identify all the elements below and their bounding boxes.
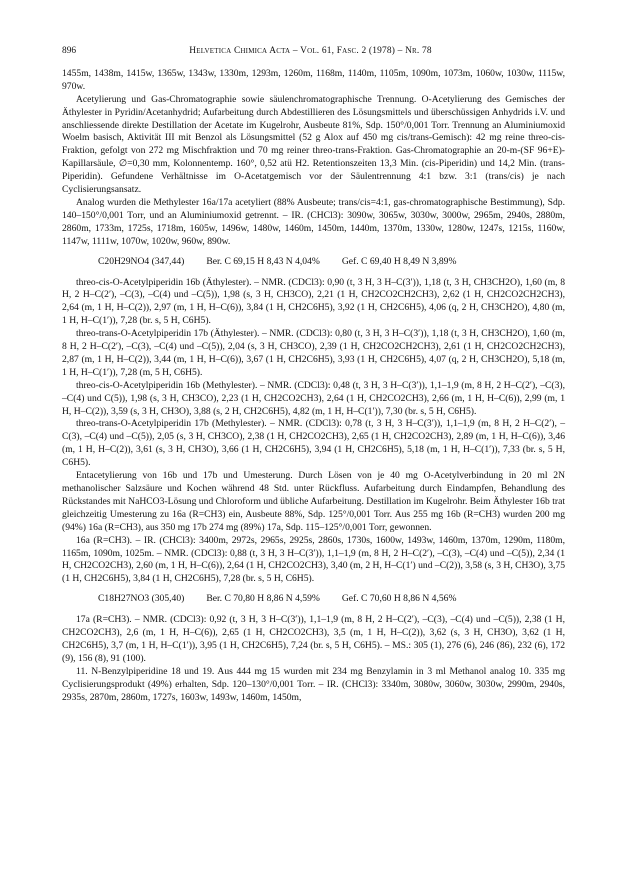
page-number: 896	[62, 46, 77, 56]
paragraph: Entacetylierung von 16b und 17b und Umesterung. Durch Lösen von je 40 mg O-Acetylverbindung in 20 ml 2N methanolischer Salzsäure und Kochen während 48 Std. unter Rückfluss. Aufarbeitung durch Eindampfen, Behandlung des Rückstandes mit NaHCO3-Lösung und Chloroform und übliche Aufarbeitung. Destillation im Kugelrohr. Beim Äthylester 16b trat gleichzeitig Umesterung zu 16a (R=CH3) ein, Ausbeute 88%, Sdp. 125°/0,001 Torr. Aus 255 mg 16b (R=CH3) wurden 200 mg (94%) 16a (R=CH3), aus 350 mg 17b 274 mg (89%) 17a, Sdp. 115–125°/0,001 Torr, gewonnen.	[62, 470, 565, 533]
paragraph: 17a (R=CH3). – NMR. (CDCl3): 0,92 (t, 3 H, 3 H–C(3′)), 1,1–1,9 (m, 8 H, 2 H–C(2′), –C(3), –C(4) und –C(5)), 2,38 (1 H, CH2CO2CH3), 2,6 (m, 1 H, H–C(6)), 2,65 (1 H, CH2CO2CH3), 3,5 (m, 1 H, H–C(2)), 3,62 (s, 3 H, CH3O), 3,62 (1 H, CH2C6H5), 3,7 (m, 1 H, H–C(1′)), 3,95 (1 H, CH2C6H5), 7,24 (br. s, 5 H, C6H5). – MS.: 305 (1), 276 (6), 246 (86), 232 (6), 172 (9), 156 (8), 91 (100).	[62, 614, 565, 664]
running-header	[62, 45, 565, 58]
elemental-analysis	[62, 593, 565, 606]
paragraph: threo-trans-O-Acetylpiperidin 17b (Äthylester). – NMR. (CDCl3): 0,80 (t, 3 H, 3 H–C(3′)), 1,18 (t, 3 H, CH3CH2O), 1,60 (m, 8 H, 2 H–C(2′), –C(3), –C(4) und –C(5)), 2,04 (s, 3 H, CH3CO), 2,39 (1 H, CH2CO2CH2CH3), 2,61 (1 H, CH2CO2CH2CH3), 2,87 (m, 1 H, H–C(2)), 3,44 (m, 1 H, H–C(6)), 3,67 (1 H, CH2C6H5), 3,93 (1 H, CH2C6H5), 4,07 (q, 2 H, CH3CH2O), 5,18 (m, 1 H, H–C(1′)), 7,28 (m, 5 H, C6H5).	[62, 328, 565, 378]
analysis-part: Gef. C 69,40 H 8,49 N 3,89%	[341, 255, 457, 267]
paragraph: 1455m, 1438m, 1415w, 1365w, 1343w, 1330m, 1293m, 1260m, 1168m, 1140m, 1105m, 1090m, 1073m, 1060w, 1030w, 1115w, 970w.	[62, 67, 565, 92]
paragraph: Acetylierung und Gas-Chromatographie sowie säulenchromatographische Trennung. O-Acetylierung des Gemisches der Äthylester in Pyridin/Acetanhydrid; Aufarbeitung durch Abdestillieren des Lösungsmittels und überschüssigen Anhydrids i.V. und anschliessende direkte Destillation der Acetate im Kugelrohr, Ausbeute 81%, Sdp. 150°/0,001 Torr. Trennung an Aluminiumoxid Woelm basisch, Aktivität III mit Benzol als Lösungsmittel (52 g Alox auf 450 mg cis/trans-Gemisch): 42 mg reine threo-cis-Fraktion, gefolgt von 272 mg Mischfraktion und 70 mg reiner threo-trans-Fraktion. Gas-Chromatographie an 20-m-(SF 96+E)-Kapillarsäule, ∅=0,30 mm, Kolonnentemp. 160°, 0,52 atü H2. Retentionszeiten 13,3 Min. (cis-Piperidin) und 14,2 Min. (trans-Piperidin). Gefundene Verhältnisse im O-Acetatgemisch vor der Säulentrennung 4:1 bzw. 3:1 (trans/cis) je nach Cyclisierungsansatz.	[62, 93, 565, 196]
analysis-part: Ber. C 69,15 H 8,43 N 4,04%	[206, 255, 320, 267]
journal-title: Helvetica Chimica Acta – Vol. 61, Fasc. 2 (1978) – Nr. 78	[189, 46, 432, 56]
paragraph: threo-cis-O-Acetylpiperidin 16b (Äthylester). – NMR. (CDCl3): 0,90 (t, 3 H, 3 H–C(3′)), 1,18 (t, 3 H, CH3CH2O), 1,60 (m, 8 H, 2 H–C(2′), –C(3), –C(4) und –C(5)), 1,98 (s, 3 H, CH3CO), 2,21 (1 H, CH2CO2CH2CH3), 2,62 (1 H, CH2CO2CH2CH3), 2,64 (m, 1 H, H–C(2)), 2,97 (m, 1 H, H–C(6)), 3,84 (1 H, CH2C6H5), 3,92 (1 H, CH2C6H5), 4,06 (q, 2 H, CH3CH2O), 4,80 (m, 1 H, H–C(1′)), 7,28 (br. s, 5 H, C6H5).	[62, 276, 565, 327]
analysis-part: Ber. C 70,80 H 8,86 N 4,59%	[206, 593, 320, 605]
paragraph: 11. N-Benzylpiperidine 18 und 19. Aus 444 mg 15 wurden mit 234 mg Benzylamin in 3 ml Methanol analog 10. 335 mg Cyclisierungsprodukt (49%) erhalten, Sdp. 120–130°/0,001 Torr. – IR. (CHCl3): 3340m, 3080w, 3060w, 3030w, 2990m, 2940s, 2935s, 2870m, 2860m, 1727s, 1603w, 1493w, 1460m, 1450m,	[62, 665, 565, 703]
body-text	[62, 68, 565, 705]
analysis-part: Gef. C 70,60 H 8,86 N 4,56%	[341, 593, 457, 605]
paragraph: 16a (R=CH3). – IR. (CHCl3): 3400m, 2972s, 2965s, 2925s, 2860s, 1730s, 1600w, 1493w, 1460m, 1370m, 1290m, 1180m, 1165m, 1090m, 1025m. – NMR. (CDCl3): 0,88 (t, 3 H, 3 H–C(3′)), 1,1–1,9 (m, 8 H, 2 H–C(2′), –C(3), –C(4) und –C(5)), 2,34 (1 H, CH2CO2CH3), 2,60 (m, 1 H, H–C(6)), 2,64 (1 H, CH2CO2CH3), 3,40 (m, 2 H, H–C(1′) und –C(2)), 3,58 (s, 3 H, CH3O), 3,75 (1 H, CH2C6H5), 3,84 (1 H, CH2C6H5), 7,28 (br. s, 5 H, C6H5).	[62, 534, 565, 585]
analysis-part: C20H29NO4 (347,44)	[98, 255, 185, 267]
paragraph: threo-trans-O-Acetylpiperidin 17b (Methylester). – NMR. (CDCl3): 0,78 (t, 3 H, 3 H–C(3′)), 1,1–1,9 (m, 8 H, 2 H–C(2′), –C(3), –C(4) und –C(5)), 2,05 (s, 3 H, CH3CO), 2,38 (1 H, CH2CO2CH3), 2,65 (1 H, CH2CO2CH3), 2,89 (m, 1 H, H–C(6)), 3,46 (m, 1 H, H–C(2)), 3,61 (s, 3 H, CH3O), 3,66 (1 H, CH2C6H5), 3,94 (1 H, CH2C6H5), 5,18 (m, 1 H, H–C(1′)), 7,33 (br. s, 5 H, C6H5).	[62, 418, 565, 469]
elemental-analysis	[62, 256, 565, 269]
paragraph: Analog wurden die Methylester 16a/17a acetyliert (88% Ausbeute; trans/cis=4:1, gas-chromatographische Bestimmung), Sdp. 140–150°/0,001 Torr, und an Aluminiumoxid getrennt. – IR. (CHCl3): 3090w, 3065w, 3030w, 3000w, 2965m, 2940s, 2880m, 2860m, 1733m, 1725s, 1718m, 1605w, 1496w, 1480w, 1460m, 1450m, 1440m, 1370m, 1330w, 1280w, 1247s, 1215s, 1160w, 1147w, 1111w, 1070w, 1020w, 960w, 890w.	[62, 196, 565, 247]
analysis-part: C18H27NO3 (305,40)	[98, 593, 185, 605]
paragraph: threo-cis-O-Acetylpiperidin 16b (Methylester). – NMR. (CDCl3): 0,48 (t, 3 H, 3 H–C(3′)), 1,1–1,9 (m, 8 H, 2 H–C(2′), –C(3), –C(4) und C(5)), 1,98 (s, 3 H, CH3CO), 2,23 (1 H, CH2CO2CH3), 2,64 (1 H, CH2CO2CH3), 2,66 (m, 1 H, H–C(6)), 2,99 (m, 1 H, H–C(2)), 3,59 (s, 3 H, CH3O), 3,88 (s, 2 H, CH2C6H5), 4,82 (m, 1 H, H–C(1′)), 7,30 (br. s, 5 H, C6H5).	[62, 379, 565, 417]
